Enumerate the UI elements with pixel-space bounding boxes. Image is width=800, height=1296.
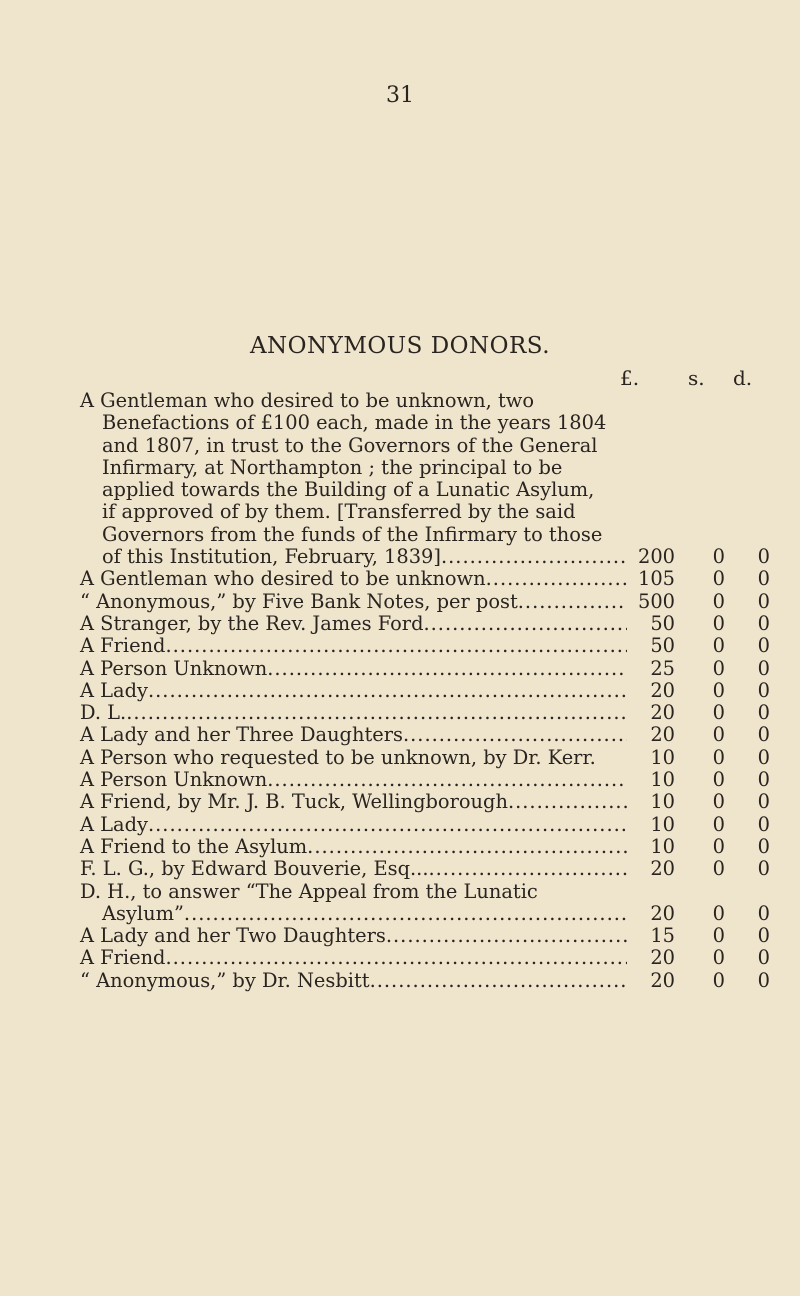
pence-value: 0 xyxy=(757,924,770,948)
pence-value: 0 xyxy=(757,701,770,725)
pounds-value: 10 xyxy=(650,745,675,769)
shillings-value: 0 xyxy=(712,723,725,747)
donation-amount xyxy=(633,658,770,680)
donor-entry xyxy=(80,970,770,992)
pence-value: 0 xyxy=(757,768,770,792)
leader-dots xyxy=(386,925,627,947)
page-title: ANONYMOUS DONORS. xyxy=(249,333,551,359)
pence-value: 0 xyxy=(757,790,770,814)
shillings-value: 0 xyxy=(712,790,725,814)
leader-dots xyxy=(307,836,627,858)
donation-amount xyxy=(633,769,770,791)
shillings-value: 0 xyxy=(712,634,725,658)
shillings-value: 0 xyxy=(712,968,725,992)
donation-amount xyxy=(633,747,770,769)
donor-text-line: A Person who requested to be unknown, by Dr. Kerr. xyxy=(80,745,596,769)
shillings-value: 0 xyxy=(712,567,725,591)
shillings-value: 0 xyxy=(712,812,725,836)
pence-value: 0 xyxy=(757,745,770,769)
donor-text-line: D. L. xyxy=(80,701,127,725)
pounds-value: 20 xyxy=(650,857,675,881)
donation-amount xyxy=(633,546,770,568)
donor-text-line: A Lady xyxy=(80,678,148,702)
leader-dots xyxy=(403,724,627,746)
pounds-value: 50 xyxy=(650,634,675,658)
donor-text-line: A Person Unknown xyxy=(80,656,268,680)
donor-text-line: A Lady and her Two Daughters xyxy=(80,924,386,948)
donor-entry xyxy=(80,658,770,680)
donor-entry xyxy=(80,747,770,769)
donor-entry xyxy=(80,680,770,702)
shillings-value: 0 xyxy=(712,701,725,725)
shillings-column-header: s. xyxy=(688,366,705,390)
shillings-value: 0 xyxy=(712,611,725,635)
pounds-value: 20 xyxy=(650,723,675,747)
pence-value: 0 xyxy=(757,634,770,658)
pence-column-header: d. xyxy=(733,366,753,390)
shillings-value: 0 xyxy=(712,545,725,569)
pounds-column-header: £. xyxy=(620,366,640,390)
donor-text-line: and 1807, in trust to the Governors of the General xyxy=(102,433,598,457)
shillings-value: 0 xyxy=(712,745,725,769)
pence-value: 0 xyxy=(757,723,770,747)
donor-text-line: A Gentleman who desired to be unknown xyxy=(80,567,486,591)
donor-entry xyxy=(80,591,770,613)
donor-entry xyxy=(80,635,770,657)
leader-dots xyxy=(441,546,627,568)
pence-value: 0 xyxy=(757,545,770,569)
pence-value: 0 xyxy=(757,611,770,635)
donation-amount xyxy=(633,702,770,724)
donation-amount xyxy=(633,814,770,836)
donation-amount xyxy=(633,925,770,947)
donation-amount xyxy=(633,591,770,613)
donor-entry xyxy=(80,836,770,858)
pounds-value: 20 xyxy=(650,968,675,992)
donor-list xyxy=(80,390,770,992)
donation-amount xyxy=(633,970,770,992)
pence-value: 0 xyxy=(757,567,770,591)
donor-text-line: A Lady and her Three Daughters xyxy=(80,723,403,747)
donor-text-line: Infirmary, at Northampton ; the principal to be xyxy=(102,455,563,479)
donor-entry xyxy=(80,390,770,568)
pounds-value: 10 xyxy=(650,790,675,814)
pounds-value: 20 xyxy=(650,901,675,925)
donation-amount xyxy=(633,635,770,657)
pounds-value: 25 xyxy=(650,656,675,680)
donation-amount xyxy=(633,680,770,702)
donor-text-line: A Friend, by Mr. J. B. Tuck, Wellingborough xyxy=(80,790,508,814)
leader-dots xyxy=(428,858,627,880)
donor-text-line: A Friend to the Asylum xyxy=(80,834,308,858)
pence-value: 0 xyxy=(757,834,770,858)
donation-amount xyxy=(633,724,770,746)
leader-dots xyxy=(267,658,627,680)
leader-dots xyxy=(126,702,627,724)
leader-dots xyxy=(184,903,627,925)
donor-text-line: A Gentleman who desired to be unknown, two xyxy=(80,389,535,412)
shillings-value: 0 xyxy=(712,901,725,925)
pounds-value: 20 xyxy=(650,701,675,725)
pounds-value: 200 xyxy=(637,545,675,569)
donor-text-line: Governors from the funds of the Infirmary to those xyxy=(102,522,603,546)
donor-text-line: Asylum” xyxy=(102,901,184,925)
donation-amount xyxy=(633,947,770,969)
leader-dots xyxy=(165,635,627,657)
donor-entry xyxy=(80,925,770,947)
donor-entry xyxy=(80,769,770,791)
pounds-value: 20 xyxy=(650,678,675,702)
page-number: 31 xyxy=(386,83,414,108)
pounds-value: 20 xyxy=(650,946,675,970)
donor-text-line: of this Institution, February, 1839] xyxy=(102,545,441,569)
leader-dots xyxy=(267,769,627,791)
donor-entry xyxy=(80,791,770,813)
donation-amount xyxy=(633,791,770,813)
donation-amount xyxy=(633,568,770,590)
leader-dots xyxy=(508,791,627,813)
donor-entry xyxy=(80,702,770,724)
donor-text-line: A Stranger, by the Rev. James Ford xyxy=(80,611,424,635)
shillings-value: 0 xyxy=(712,924,725,948)
donor-text-line: Benefactions of £100 each, made in the years 1804 xyxy=(102,411,607,435)
donor-entry xyxy=(80,947,770,969)
pounds-value: 10 xyxy=(650,834,675,858)
pence-value: 0 xyxy=(757,946,770,970)
pence-value: 0 xyxy=(757,656,770,680)
donor-text-line: F. L. G., by Edward Bouverie, Esq... xyxy=(80,857,429,881)
leader-dots xyxy=(518,591,627,613)
pounds-value: 10 xyxy=(650,812,675,836)
donation-amount xyxy=(633,858,770,880)
pence-value: 0 xyxy=(757,812,770,836)
pence-value: 0 xyxy=(757,678,770,702)
shillings-value: 0 xyxy=(712,834,725,858)
pounds-value: 10 xyxy=(650,768,675,792)
pounds-value: 15 xyxy=(650,924,675,948)
pounds-value: 50 xyxy=(650,611,675,635)
donor-text-line: A Person Unknown xyxy=(80,768,268,792)
donation-amount xyxy=(633,613,770,635)
donor-entry xyxy=(80,724,770,746)
shillings-value: 0 xyxy=(712,946,725,970)
leader-dots xyxy=(423,613,627,635)
donor-text-line: A Friend xyxy=(80,634,166,658)
donor-text-line: A Lady xyxy=(80,812,148,836)
donor-entry xyxy=(80,568,770,590)
shillings-value: 0 xyxy=(712,678,725,702)
leader-dots xyxy=(165,947,627,969)
donor-text-line: A Friend xyxy=(80,946,166,970)
shillings-value: 0 xyxy=(712,656,725,680)
donor-entry xyxy=(80,814,770,836)
shillings-value: 0 xyxy=(712,589,725,613)
leader-dots xyxy=(148,814,627,836)
donor-entry xyxy=(80,881,770,926)
pounds-value: 500 xyxy=(637,589,675,613)
pence-value: 0 xyxy=(757,589,770,613)
pence-value: 0 xyxy=(757,901,770,925)
donor-text-line: if approved of by them. [Transferred by the said xyxy=(102,500,576,524)
donor-text-line: applied towards the Building of a Lunatic Asylum, xyxy=(102,478,595,502)
leader-dots xyxy=(486,568,627,590)
pence-value: 0 xyxy=(757,857,770,881)
donation-amount xyxy=(633,903,770,925)
donor-entry xyxy=(80,858,770,880)
donor-entry xyxy=(80,613,770,635)
donor-text-line: D. H., to answer “The Appeal from the Lunatic xyxy=(80,879,538,903)
pounds-value: 105 xyxy=(637,567,675,591)
pence-value: 0 xyxy=(757,968,770,992)
donation-amount xyxy=(633,836,770,858)
donor-text-line: “ Anonymous,” by Dr. Nesbitt xyxy=(80,968,370,992)
shillings-value: 0 xyxy=(712,768,725,792)
leader-dots xyxy=(370,970,627,992)
shillings-value: 0 xyxy=(712,857,725,881)
leader-dots xyxy=(148,680,627,702)
donor-text-line: “ Anonymous,” by Five Bank Notes, per post xyxy=(80,589,518,613)
